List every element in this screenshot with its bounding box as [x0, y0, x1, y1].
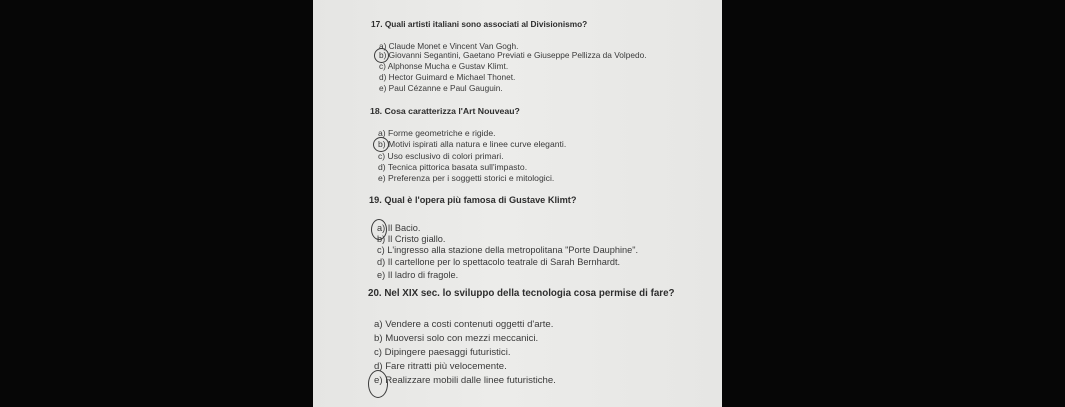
option-b: b) Giovanni Segantini, Gaetano Previati e Giuseppe Pellizza da Volpedo. [379, 50, 647, 60]
option-b: b) Muoversi solo con mezzi meccanici. [374, 333, 539, 344]
option-d: d) Il cartellone per lo spettacolo teatrale di Sarah Bernhardt. [377, 257, 621, 267]
option-c: c) Dipingere paesaggi futuristici. [374, 347, 511, 358]
option-a: a) Il Bacio. [377, 223, 421, 233]
quiz-sheet [313, 0, 722, 407]
option-e: e) Paul Cézanne e Paul Gauguin. [379, 83, 503, 93]
option-b: b) Il Cristo giallo. [377, 234, 446, 244]
question-title: 17. Quali artisti italiani sono associati al Divisionismo? [371, 19, 588, 29]
option-e: e) Il ladro di fragole. [377, 270, 459, 280]
question-title: 20. Nel XIX sec. lo sviluppo della tecnologia cosa permise di fare? [368, 288, 675, 299]
left-dark-background [0, 0, 313, 407]
right-dark-background [722, 0, 1065, 407]
option-e: e) Realizzare mobili dalle linee futuristiche. [374, 375, 556, 386]
option-c: c) Alphonse Mucha e Gustav Klimt. [379, 61, 509, 71]
option-d: d) Tecnica pittorica basata sull'impasto. [378, 162, 528, 172]
selected-answer-circle [374, 48, 389, 63]
question-title: 18. Cosa caratterizza l'Art Nouveau? [370, 106, 520, 116]
option-d: d) Hector Guimard e Michael Thonet. [379, 72, 516, 82]
question-title: 19. Qual è l'opera più famosa di Gustave Klimt? [369, 195, 577, 205]
selected-answer-circle [373, 137, 389, 152]
selected-answer-circle [371, 219, 387, 240]
option-a: a) Vendere a costi contenuti oggetti d'arte. [374, 319, 554, 330]
option-b: b) Motivi ispirati alla natura e linee curve eleganti. [378, 139, 567, 149]
option-a: a) Forme geometriche e rigide. [378, 128, 496, 138]
selected-answer-circle [368, 370, 388, 398]
option-c: c) Uso esclusivo di colori primari. [378, 151, 504, 161]
option-e: e) Preferenza per i soggetti storici e mitologici. [378, 173, 555, 183]
option-a: a) Claude Monet e Vincent Van Gogh. [379, 41, 519, 51]
option-c: c) L'ingresso alla stazione della metropolitana "Porte Dauphine". [377, 245, 639, 255]
option-d: d) Fare ritratti più velocemente. [374, 361, 507, 372]
